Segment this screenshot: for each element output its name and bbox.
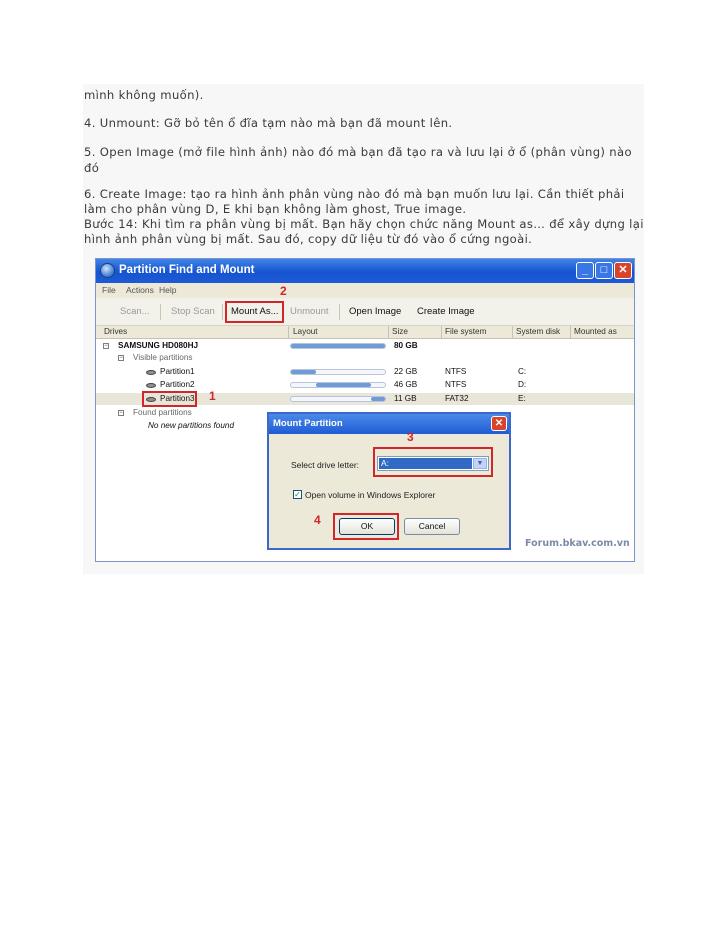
- dialog-titlebar: [269, 414, 509, 434]
- window-titlebar: [96, 259, 634, 283]
- toolbar-separator: [160, 304, 161, 320]
- menu-help[interactable]: Help: [159, 285, 177, 295]
- partition-name: Partition2: [160, 380, 195, 389]
- scan-button[interactable]: Scan...: [120, 306, 150, 317]
- open-image-button[interactable]: Open Image: [349, 306, 402, 317]
- close-button[interactable]: ✕: [614, 262, 632, 279]
- step-number: 4: [314, 513, 321, 527]
- partition-name: Partition1: [160, 367, 195, 376]
- menu-actions[interactable]: Actions: [126, 285, 154, 295]
- col-drives[interactable]: Drives: [104, 327, 128, 336]
- paragraph-line: 4. Unmount: Gỡ bỏ tên ổ đĩa tạm nào mà bạn đã mount lên.: [84, 116, 453, 130]
- partition-size: 22 GB: [394, 367, 418, 376]
- open-explorer-label: Open volume in Windows Explorer: [305, 490, 436, 500]
- col-filesystem[interactable]: File system: [445, 327, 487, 336]
- mount-as-button[interactable]: Mount As...: [231, 306, 279, 317]
- partition-fs: NTFS: [445, 380, 467, 389]
- paragraph-line: đó: [84, 161, 100, 175]
- table-row-disk[interactable]: [96, 340, 634, 352]
- layout-bar: [290, 396, 386, 402]
- highlight-box-mount-as: [225, 301, 284, 323]
- open-explorer-checkbox[interactable]: ✓: [294, 490, 301, 499]
- ok-button[interactable]: OK: [339, 518, 395, 535]
- layout-bar: [290, 369, 386, 375]
- partition-system: C:: [518, 367, 527, 376]
- collapse-icon[interactable]: −: [119, 355, 123, 361]
- dialog-title: Mount Partition: [273, 418, 343, 429]
- column-divider: [441, 326, 442, 338]
- disk-name: SAMSUNG HD080HJ: [118, 341, 199, 350]
- collapse-icon[interactable]: −: [119, 410, 123, 416]
- col-mounted-as[interactable]: Mounted as: [574, 327, 617, 336]
- paragraph-line: 5. Open Image (mở file hình ảnh) nào đó mà bạn đã tạo ra và lưu lại ở ổ (phân vùng) nào: [84, 145, 632, 159]
- minimize-button[interactable]: _: [576, 262, 594, 279]
- partition-name: Partition3: [160, 394, 195, 403]
- maximize-button[interactable]: □: [595, 262, 613, 279]
- visible-partitions-label: Visible partitions: [133, 353, 193, 362]
- step-number: 3: [407, 430, 414, 444]
- paragraph-line: Bước 14: Khi tìm ra phân vùng bị mất. Bạn hãy chọn chức năng Mount as… để xây dựng lại: [84, 217, 644, 231]
- create-image-button[interactable]: Create Image: [417, 306, 475, 317]
- column-divider: [388, 326, 389, 338]
- paragraph-line: 6. Create Image: tạo ra hình ảnh phân vùng nào đó mà bạn muốn lưu lại. Cần thiết phải: [84, 187, 625, 201]
- partition-size: 46 GB: [394, 380, 418, 389]
- menu-file[interactable]: File: [102, 285, 116, 295]
- watermark: Forum.bkav.com.vn: [525, 538, 630, 549]
- paragraph-line: hình ảnh phân vùng bị mất. Sau đó, copy dữ liệu từ đó vào ổ cứng ngoài.: [84, 232, 533, 246]
- cancel-button[interactable]: Cancel: [404, 518, 460, 535]
- paragraph-line: mình không muốn).: [84, 88, 204, 102]
- partition-icon: [146, 370, 156, 375]
- col-size[interactable]: Size: [392, 327, 408, 336]
- partition-size: 11 GB: [394, 394, 417, 403]
- col-system-disk[interactable]: System disk: [516, 327, 561, 336]
- window-title: Partition Find and Mount: [119, 264, 255, 276]
- layout-bar: [290, 343, 386, 349]
- app-icon: [100, 263, 115, 278]
- stop-scan-button[interactable]: Stop Scan: [171, 306, 215, 317]
- partition-fs: FAT32: [445, 394, 469, 403]
- drive-letter-label: Select drive letter:: [291, 460, 360, 470]
- column-divider: [512, 326, 513, 338]
- chevron-down-icon[interactable]: ▼: [473, 458, 487, 469]
- unmount-button[interactable]: Unmount: [290, 306, 329, 317]
- drive-letter-value: A:: [379, 458, 472, 469]
- partition-icon: [146, 383, 156, 388]
- highlight-box-ok: [333, 513, 399, 540]
- col-layout[interactable]: Layout: [293, 327, 318, 336]
- dialog-close-button[interactable]: ✕: [491, 416, 507, 431]
- paragraph-line: làm cho phân vùng D, E khi bạn không làm ghost, True image.: [84, 202, 467, 216]
- menu-bar: [96, 283, 634, 298]
- toolbar-separator: [222, 304, 223, 320]
- disk-size: 80 GB: [394, 341, 418, 350]
- partition-system: D:: [518, 380, 527, 389]
- highlight-box-partition3: [142, 391, 197, 407]
- column-divider: [570, 326, 571, 338]
- tree-group-visible[interactable]: [96, 352, 634, 364]
- step-number: 2: [280, 284, 287, 298]
- found-partitions-label: Found partitions: [133, 408, 192, 417]
- highlight-box-drive-select: [373, 447, 493, 477]
- step-number: 1: [209, 389, 216, 403]
- column-header: [96, 326, 634, 339]
- partition-system: E:: [518, 394, 526, 403]
- partition-fs: NTFS: [445, 367, 467, 376]
- layout-bar: [290, 382, 386, 388]
- table-row[interactable]: [96, 379, 634, 391]
- toolbar-separator: [339, 304, 340, 320]
- toolbar: [96, 298, 634, 326]
- no-partitions-text: No new partitions found: [148, 421, 235, 430]
- column-divider: [288, 326, 289, 338]
- table-row[interactable]: [96, 366, 634, 378]
- collapse-icon[interactable]: −: [104, 343, 108, 349]
